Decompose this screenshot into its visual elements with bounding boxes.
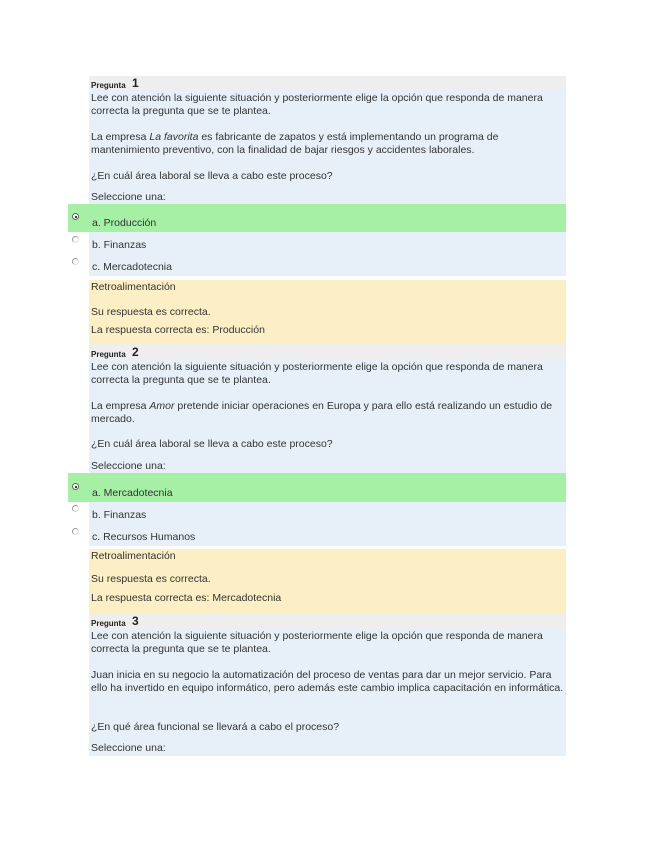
feedback-answer: La respuesta correcta es: Producción bbox=[91, 324, 265, 336]
question-number: 1 bbox=[132, 76, 139, 90]
answer-label: b. Finanzas bbox=[92, 239, 147, 251]
select-label: Seleccione una: bbox=[91, 460, 166, 472]
answer-label: b. Finanzas bbox=[92, 509, 147, 521]
question-2-header bbox=[89, 344, 566, 360]
question-text: ¿En qué área funcional se llevará a cabo el proceso? bbox=[91, 721, 340, 733]
question-intro: Lee con atención la siguiente situación y posteriormente elige la opción que responda de manera correcta la pregunta que se te plantea. bbox=[91, 92, 543, 117]
question-1-body bbox=[89, 90, 566, 204]
question-3-header bbox=[89, 613, 566, 629]
answer-label: a. Mercadotecnia bbox=[92, 487, 173, 499]
question-text: ¿En cuál área laboral se lleva a cabo este proceso? bbox=[91, 438, 333, 450]
question-1-header bbox=[89, 76, 566, 90]
answer-option-c[interactable] bbox=[89, 524, 566, 546]
question-intro: Lee con atención la siguiente situación y posteriormente elige la opción que responda de manera correcta la pregunta que se te plantea. bbox=[91, 630, 543, 655]
answer-radio-c[interactable] bbox=[72, 258, 79, 265]
question-label: Pregunta bbox=[91, 81, 126, 90]
answer-label: a. Producción bbox=[92, 217, 157, 229]
question-text: ¿En cuál área laboral se lleva a cabo este proceso? bbox=[91, 170, 333, 182]
answer-radio-b[interactable] bbox=[72, 236, 79, 243]
feedback-title: Retroalimentación bbox=[91, 550, 176, 562]
answer-radio-b[interactable] bbox=[72, 505, 79, 512]
question-number: 3 bbox=[132, 614, 139, 628]
feedback-result: Su respuesta es correcta. bbox=[91, 306, 211, 318]
answer-option-a[interactable] bbox=[68, 473, 566, 502]
answer-option-c[interactable] bbox=[89, 254, 566, 276]
answer-radio-a[interactable] bbox=[72, 483, 79, 490]
select-label: Seleccione una: bbox=[91, 191, 166, 203]
question-intro: Lee con atención la siguiente situación y posteriormente elige la opción que responda de manera correcta la pregunta que se te plantea. bbox=[91, 361, 543, 386]
feedback-answer: La respuesta correcta es: Mercadotecnia bbox=[91, 592, 282, 604]
question-number: 2 bbox=[132, 345, 139, 359]
question-scenario: Juan inicia en su negocio la automatización del proceso de ventas para dar un mejor servicio. Para ello ha invertido en equipo informático, pero además este cambio implica capacitación en informática. bbox=[91, 669, 564, 694]
answer-option-b[interactable] bbox=[89, 232, 566, 254]
question-scenario: La empresa Amor pretende iniciar operaciones en Europa y para ello está realizando un estudio de mercado. bbox=[91, 400, 553, 425]
feedback-result: Su respuesta es correcta. bbox=[91, 573, 211, 585]
question-label: Pregunta bbox=[91, 619, 126, 628]
answer-label: c. Mercadotecnia bbox=[92, 261, 172, 273]
answer-option-a[interactable] bbox=[68, 204, 566, 232]
answer-option-b[interactable] bbox=[89, 502, 566, 524]
question-scenario: La empresa La favorita es fabricante de zapatos y está implementando un programa de mantenimiento preventivo, con la finalidad de bajar riesgos y accidentes laborales. bbox=[91, 131, 499, 156]
question-label: Pregunta bbox=[91, 350, 126, 359]
answer-radio-a[interactable] bbox=[72, 213, 79, 220]
question-2-body bbox=[89, 360, 566, 473]
select-label: Seleccione una: bbox=[91, 742, 166, 754]
answer-label: c. Recursos Humanos bbox=[92, 531, 196, 543]
feedback-title: Retroalimentación bbox=[91, 281, 176, 293]
answer-radio-c[interactable] bbox=[72, 528, 79, 535]
question-3-body bbox=[89, 629, 566, 756]
feedback-1 bbox=[89, 280, 566, 344]
feedback-2 bbox=[89, 549, 566, 613]
